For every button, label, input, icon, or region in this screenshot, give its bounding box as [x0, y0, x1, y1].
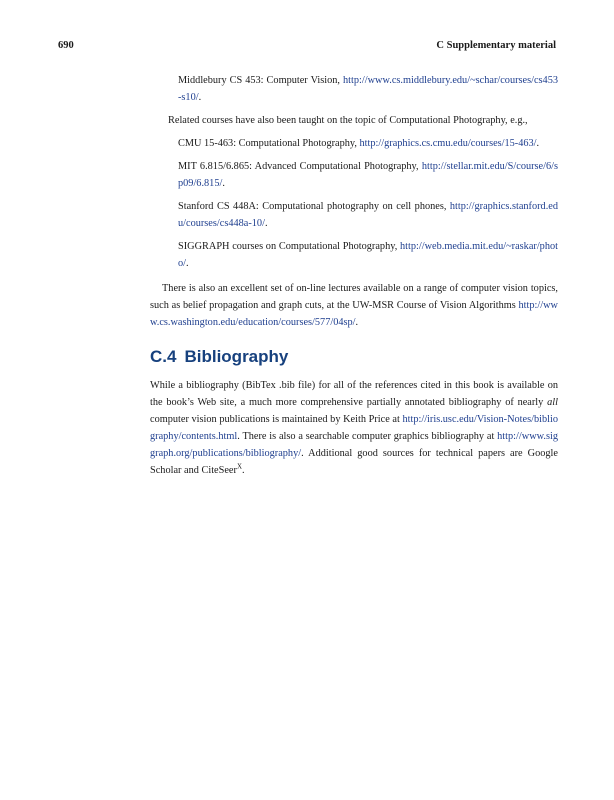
course-item: CMU 15-463: Computational Photography, http://graphics.cs.cmu.edu/courses/15-463/. [178, 138, 540, 149]
price-bibliography-link[interactable]: http://iris.usc.edu/Vision-Notes/bibliography/contents.html [150, 414, 558, 442]
course-item: Middlebury CS 453: Computer Vision, http://www.cs.middlebury.edu/~schar/courses/cs453-s10/. [178, 75, 558, 103]
course-link[interactable]: http://graphics.cs.cmu.edu/courses/15-463/ [359, 138, 537, 149]
course-link[interactable]: http://www.cs.middlebury.edu/~schar/courses/cs453-s10/ [178, 75, 558, 103]
related-intro: Related courses have also been taught on the topic of Computational Photography, e.g., [168, 115, 528, 126]
lectures-paragraph: There is also an excellent set of on-line lectures available on a range of computer vision topics, such as belief propagation and graph cuts, at the UW-MSR Course of Vision Algorithms http://www.cs.washington.edu/education/courses/577/04sp/. [150, 283, 558, 328]
running-header [58, 40, 556, 51]
course-item: SIGGRAPH courses on Computational Photography, http://web.media.mit.edu/~raskar/photo/. [178, 241, 558, 269]
chapter-title: C Supplementary material [436, 40, 556, 51]
section-number: C.4 [150, 347, 177, 366]
course-item: MIT 6.815/6.865: Advanced Computational Photography, http://stellar.mit.edu/S/course/6/sp09/6.815/. [178, 161, 558, 189]
page-number: 690 [58, 40, 74, 51]
course-link[interactable]: http://web.media.mit.edu/~raskar/photo/ [178, 241, 558, 269]
bibliography-paragraph: While a bibliography (BibTex .bib file) for all of the references cited in this book is available on the book’s Web site, a much more comprehensive partially annotated bibliography of nearly all computer vision publications is maintained by Keith Price at http://iris.usc.edu/Vision-Notes/bibliography/contents.html. There is also a searchable computer graphics bibliography at http://www.siggraph.org/publications/bibliography/. Additional good sources for technical papers are Google Scholar and CiteSeer$^X$. [150, 380, 558, 476]
course-link[interactable]: http://graphics.stanford.edu/courses/cs448a-10/ [178, 201, 558, 229]
lectures-link[interactable]: http://www.cs.washington.edu/education/courses/577/04sp/ [150, 300, 558, 328]
course-link[interactable]: http://stellar.mit.edu/S/course/6/sp09/6.815/ [178, 161, 558, 189]
main-content [150, 72, 558, 479]
siggraph-bibliography-link[interactable]: http://www.siggraph.org/publications/bibliography/ [150, 431, 558, 459]
section-title: Bibliography [184, 347, 289, 366]
section-heading [150, 347, 558, 367]
course-item: Stanford CS 448A: Computational photography on cell phones, http://graphics.stanford.edu/courses/cs448a-10/. [178, 201, 558, 229]
